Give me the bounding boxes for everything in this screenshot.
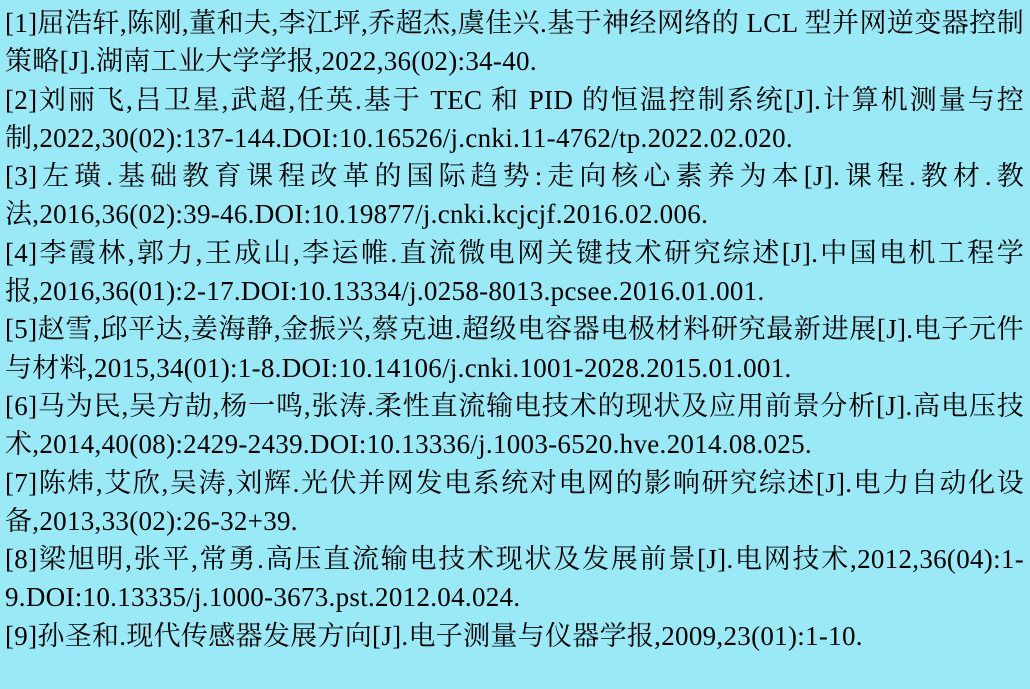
reference-item-7: [7]陈炜,艾欣,吴涛,刘辉.光伏并网发电系统对电网的影响研究综述[J].电力自动化设备,2013,33(02):26-32+39. — [5, 467, 1024, 536]
reference-item-2: [2]刘丽飞,吕卫星,武超,任英.基于 TEC 和 PID 的恒温控制系统[J].计算机测量与控制,2022,30(02):137-144.DOI:10.16526/j.cnki.11-4762/tp.2022.02.020. — [5, 84, 1024, 153]
reference-item-1: [1]屈浩轩,陈刚,董和夫,李江坪,乔超杰,虞佳兴.基于神经网络的 LCL 型并网逆变器控制策略[J].湖南工业大学学报,2022,36(02):34-40. — [5, 8, 1024, 77]
reference-item-8: [8]梁旭明,张平,常勇.高压直流输电技术现状及发展前景[J].电网技术,2012,36(04):1-9.DOI:10.13335/j.1000-3673.pst.2012.04.024. — [5, 544, 1024, 613]
reference-item-5: [5]赵雪,邱平达,姜海静,金振兴,蔡克迪.超级电容器电极材料研究最新进展[J].电子元件与材料,2015,34(01):1-8.DOI:10.14106/j.cnki.1001-2028.2015.01.001. — [5, 314, 1024, 383]
reference-item-6: [6]马为民,吴方劼,杨一鸣,张涛.柔性直流输电技术的现状及应用前景分析[J].高电压技术,2014,40(08):2429-2439.DOI:10.13336/j.1003-6520.hve.2014.08.025. — [5, 390, 1024, 460]
reference-item-4: [4]李霞林,郭力,王成山,李运帷.直流微电网关键技术研究综述[J].中国电机工程学报,2016,36(01):2-17.DOI:10.13334/j.0258-8013.pcsee.2016.01.001. — [5, 237, 1024, 307]
reference-item-3: [3]左璜.基础教育课程改革的国际趋势:走向核心素养为本[J].课程.教材.教法,2016,36(02):39-46.DOI:10.19877/j.cnki.kcjcjf.2016.02.006. — [5, 161, 1025, 230]
reference-item-9: [9]孙圣和.现代传感器发展方向[J].电子测量与仪器学报,2009,23(01):1-10. — [5, 620, 863, 651]
